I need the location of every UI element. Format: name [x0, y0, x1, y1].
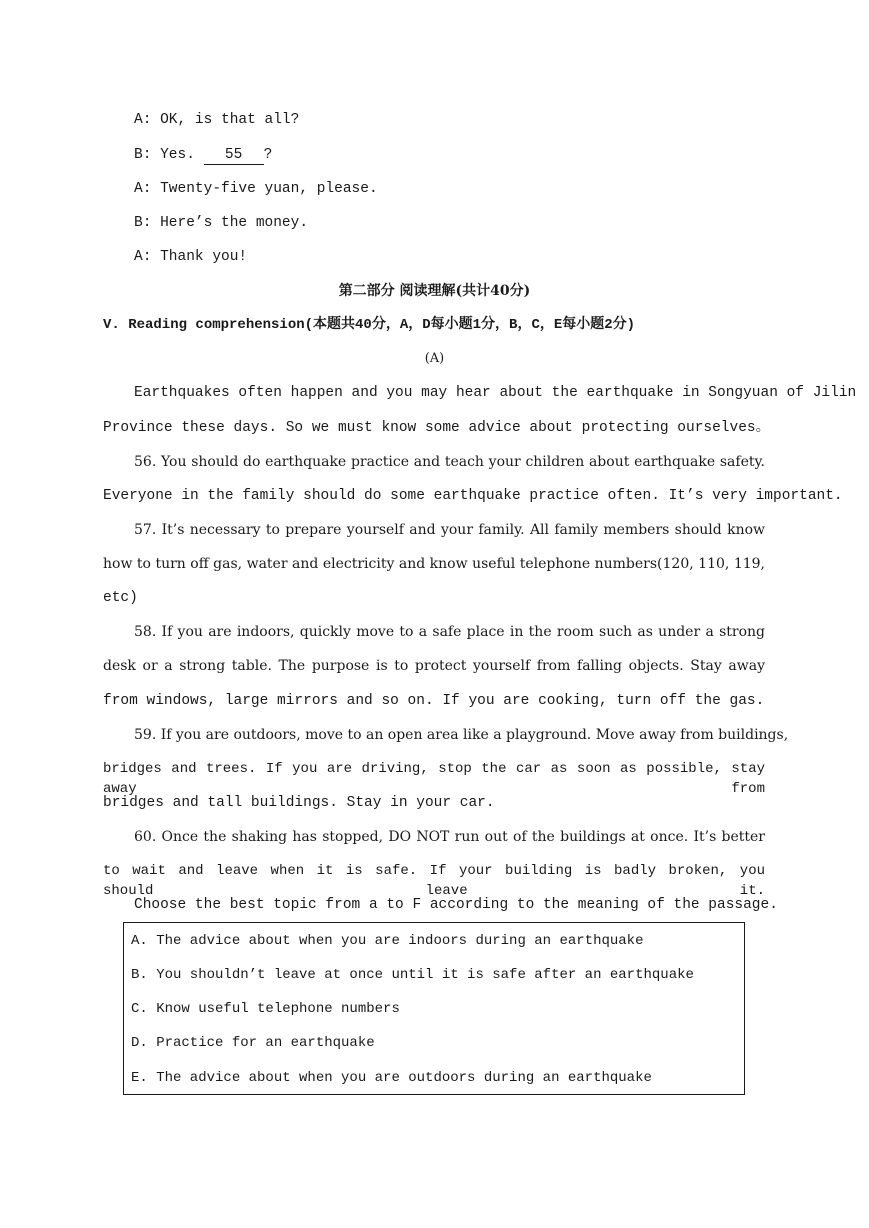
item-59-line-1: 59. If you are outdoors, move to an open area like a playground. Move away from buildings, [134, 727, 789, 743]
part-title: 第二部分 阅读理解(共计40分) [338, 283, 531, 299]
option-a: A. The advice about when you are indoors during an earthquake [131, 933, 644, 949]
dialogue-text: OK, is that all? [160, 112, 300, 128]
dialogue-line-4 [134, 213, 308, 233]
item-59-line-2: bridges and trees. If you are driving, stop the car as soon as possible, stay away from [103, 761, 765, 797]
item-57-line-3: etc) [103, 590, 138, 606]
option-d: D. Practice for an earthquake [131, 1035, 375, 1051]
instruction-text: Choose the best topic from a to F according to the meaning of the passage. [134, 897, 778, 913]
dialogue-text: Yes. [160, 147, 195, 163]
item-58-line-1: 58. If you are indoors, quickly move to a safe place in the room such as under a strong [134, 624, 765, 640]
item-58-line-2: desk or a strong table. The purpose is to protect yourself from falling objects. Stay away [103, 658, 765, 674]
answer-blank: 55 [204, 147, 264, 165]
dialogue-text: Twenty-five yuan, please. [160, 181, 378, 197]
item-58-line-3: from windows, large mirrors and so on. If you are cooking, turn off the gas. [103, 693, 765, 709]
item-59-line-3: bridges and tall buildings. Stay in your car. [103, 795, 495, 811]
item-60-line-2: to wait and leave when it is safe. If your building is badly broken, you should leave it. [103, 863, 765, 899]
option-c: C. Know useful telephone numbers [131, 1001, 400, 1017]
item-57-line-2: how to turn off gas, water and electricity and know useful telephone numbers(120, 110, 119, [103, 556, 765, 572]
dialogue-line-5 [134, 247, 247, 267]
option-b: B. You shouldn’t leave at once until it is safe after an earthquake [131, 967, 694, 983]
dialogue-line-2 [134, 145, 272, 165]
intro-line-1: Earthquakes often happen and you may hear about the earthquake in Songyuan of Jilin [134, 385, 857, 401]
option-e: E. The advice about when you are outdoors during an earthquake [131, 1070, 652, 1086]
intro-line-2: Province these days. So we must know some advice about protecting ourselves。 [103, 420, 771, 436]
dialogue-line-3 [134, 179, 378, 199]
passage-label: (A) [424, 351, 445, 366]
speaker-label: A: [134, 112, 152, 128]
item-60-line-1: 60. Once the shaking has stopped, DO NOT run out of the buildings at once. It’s better [134, 829, 765, 845]
dialogue-line-1 [134, 110, 299, 130]
item-56-line-2: Everyone in the family should do some earthquake practice often. It’s very important. [103, 488, 843, 504]
speaker-label: A: [134, 181, 152, 197]
item-57-line-1: 57. It’s necessary to prepare yourself and your family. All family members should know [134, 522, 765, 538]
speaker-label: B: [134, 215, 152, 231]
dialogue-text: Thank you! [160, 249, 248, 265]
dialogue-text: Here’s the money. [160, 215, 309, 231]
speaker-label: A: [134, 249, 152, 265]
section-heading: V. Reading comprehension(本题共40分，A，D每小题1分，B，C，E每小题2分) [103, 317, 636, 333]
dialogue-punctuation: ? [263, 147, 273, 163]
item-56-line-1: 56. You should do earthquake practice and teach your children about earthquake safety. [134, 454, 765, 470]
speaker-label: B: [134, 147, 152, 163]
options-box [123, 922, 745, 1095]
